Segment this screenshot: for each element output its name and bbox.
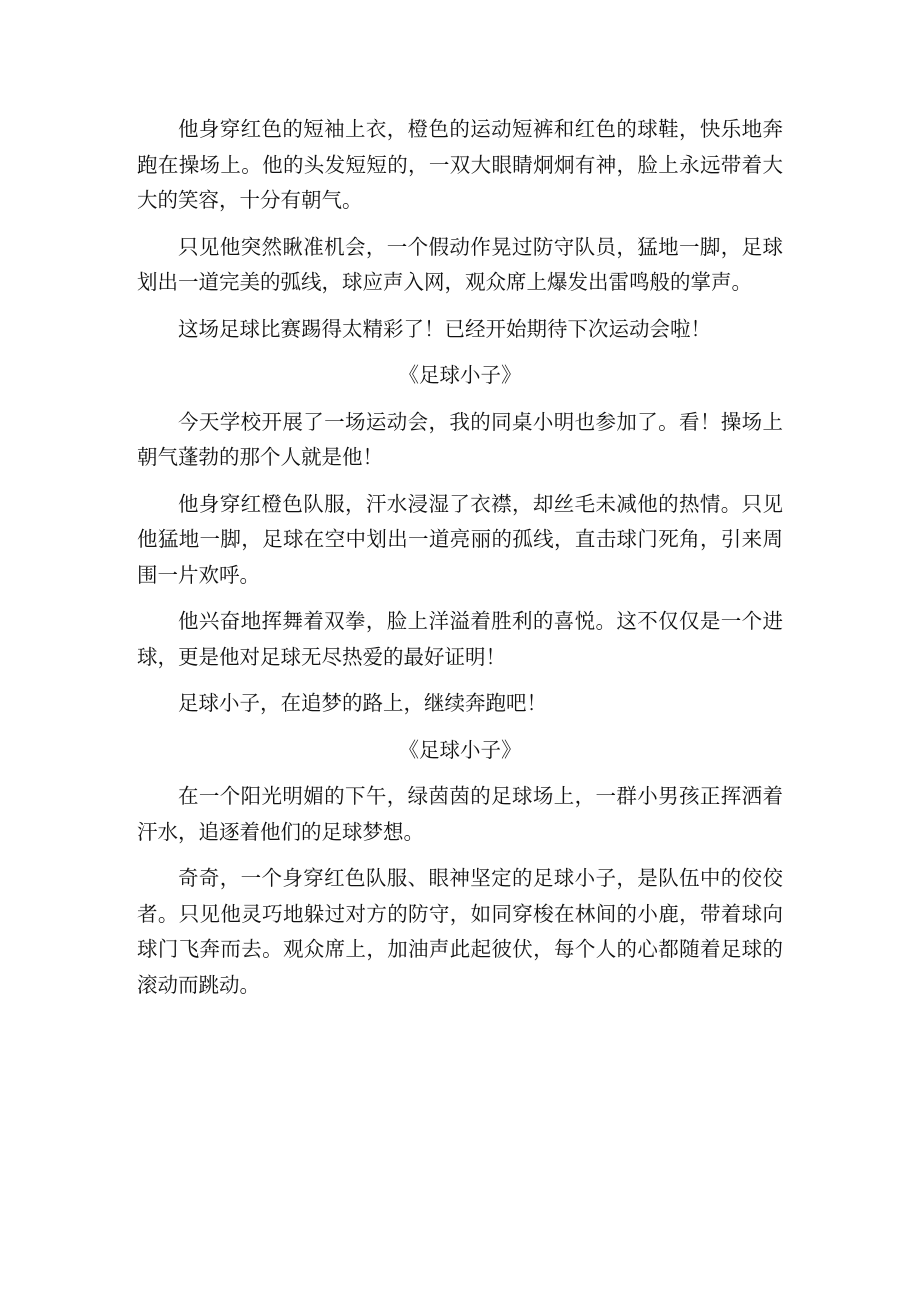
paragraph-1: 他身穿红色的短袖上衣，橙色的运动短裤和红色的球鞋，快乐地奔跑在操场上。他的头发短短的，一双大眼睛炯炯有神，脸上永远带着大大的笑容，十分有朝气。 [137,117,783,212]
section-title-2: 《足球小子》 [398,737,522,762]
paragraph-6: 他兴奋地挥舞着双拳，脸上洋溢着胜利的喜悦。这不仅仅是一个进球，更是他对足球无尽热爱的最好证明！ [137,609,783,669]
paragraph-8: 在一个阳光明媚的下午，绿茵茵的足球场上，一群小男孩正挥洒着汗水，追逐着他们的足球梦想。 [137,784,783,844]
paragraph-3: 这场足球比赛踢得太精彩了！已经开始期待下次运动会啦！ [178,316,711,341]
paragraph-9: 奇奇，一个身穿红色队服、眼神坚定的足球小子，是队伍中的佼佼者。只见他灵巧地躲过对方的防守，如同穿梭在林间的小鹿，带着球向球门飞奔而去。观众席上，加油声此起彼伏，每个人的心都随着足球的滚动而跳动。 [137,866,783,997]
paragraph-5: 他身穿红橙色队服，汗水浸湿了衣襟，却丝毛未减他的热情。只见他猛地一脚，足球在空中划出一道亮丽的孤线，直击球门死角，引来周围一片欢呼。 [137,491,783,587]
section-title-1: 《足球小子》 [398,363,522,387]
paragraph-4: 今天学校开展了一场运动会，我的同桌小明也参加了。看！操场上朝气蓬勃的那个人就是他！ [137,409,783,469]
paragraph-2: 只见他突然瞅准机会，一个假动作晃过防守队员，猛地一脚，足球划出一道完美的弧线，球应声入网，观众席上爆发出雷鸣般的掌声。 [137,234,783,294]
paragraph-7: 足球小子，在追梦的路上，继续奔跑吧！ [178,691,547,715]
document-body [137,112,783,1014]
